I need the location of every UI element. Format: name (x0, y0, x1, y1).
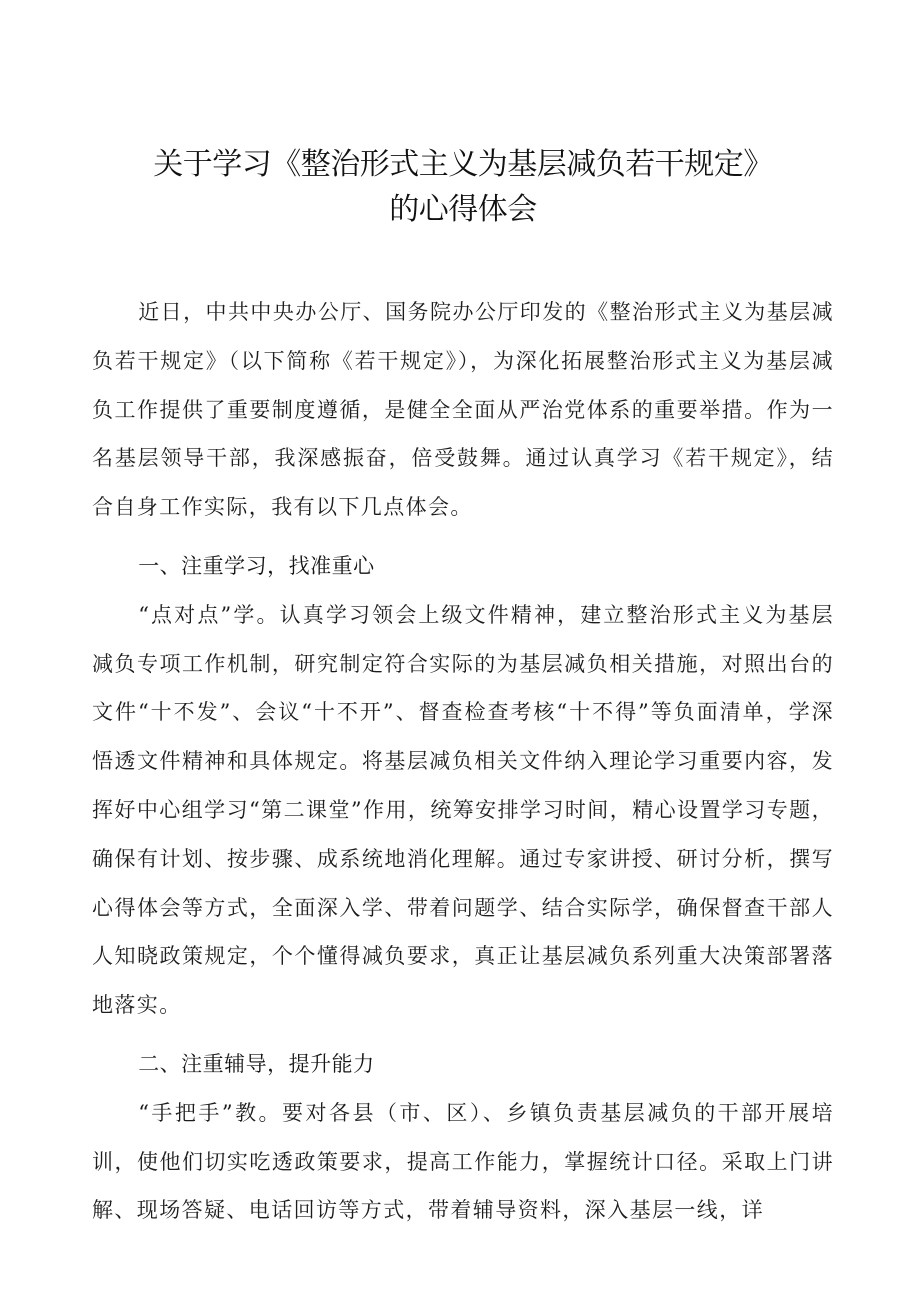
document-body (92, 288, 834, 1235)
section-1-paragraph: “点对点”学。认真学习领会上级文件精神，建立整治形式主义为基层减负专项工作机制，研究制定符合实际的为基层减负相关措施，对照出台的文件“十不发”、会议“十不开”、督查检查考核“十不得”等负面清单，学深悟透文件精神和具体规定。将基层减负相关文件纳入理论学习重要内容，发挥好中心组学习“第二课堂”作用，统筹安排学习时间，精心设置学习专题，确保有计划、按步骤、成系统地消化理解。通过专家讲授、研讨分析，撰写心得体会等方式，全面深入学、带着问题学、结合实际学，确保督查干部人人知晓政策规定，个个懂得减负要求，真正让基层减负系列重大决策部署落地落实。 (92, 602, 834, 1018)
section-1-heading: 一、注重学习，找准重心 (138, 553, 375, 578)
section-2-heading: 二、注重辅导，提升能力 (138, 1051, 375, 1076)
section-2-paragraph: “手把手”教。要对各县（市、区）、乡镇负责基层减负的干部开展培训，使他们切实吃透政策要求，提高工作能力，掌握统计口径。采取上门讲解、现场答疑、电话回访等方式，带着辅导资料，深入基层一线，详 (92, 1100, 834, 1223)
document-title (92, 142, 834, 232)
title-line-2: 的心得体会 (389, 192, 537, 227)
title-line-1: 关于学习《整治形式主义为基层减负若干规定》 (153, 147, 773, 182)
intro-paragraph: 近日，中共中央办公厅、国务院办公厅印发的《整治形式主义为基层减负若干规定》（以下简称《若干规定》），为深化拓展整治形式主义为基层减负工作提供了重要制度遵循，是健全全面从严治党体系的重要举措。作为一名基层领导干部，我深感振奋，倍受鼓舞。通过认真学习《若干规定》，结合自身工作实际，我有以下几点体会。 (92, 300, 834, 520)
